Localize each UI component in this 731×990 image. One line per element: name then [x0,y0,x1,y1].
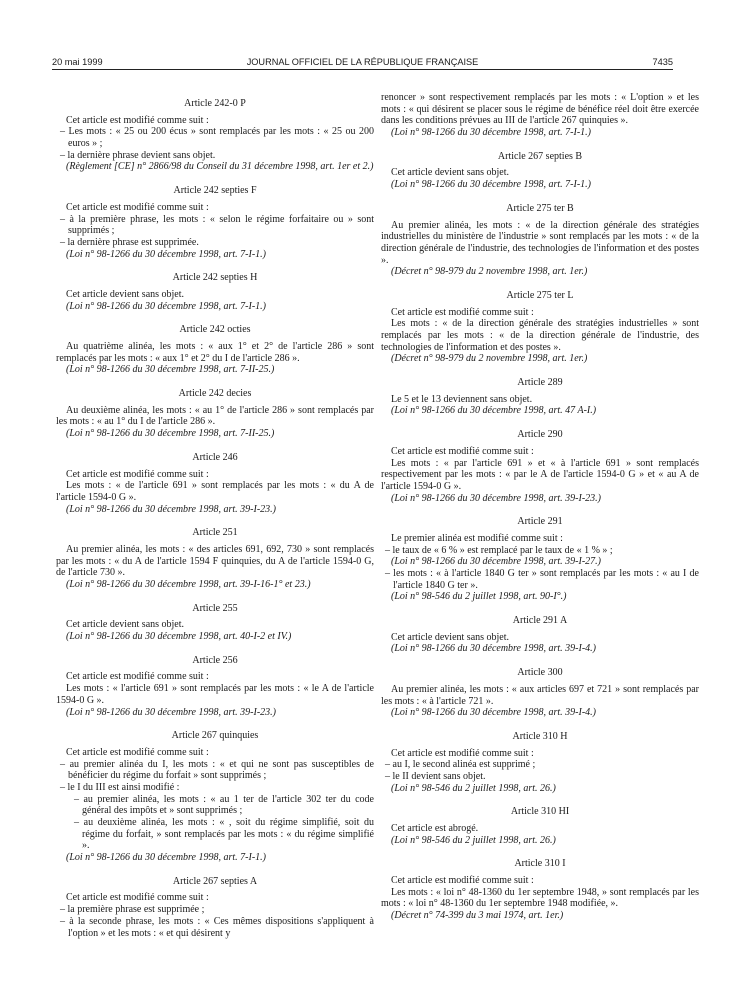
article [381,203,699,278]
article [56,603,374,643]
legal-reference: (Loi n° 98-1266 du 30 décembre 1998, art. 39-I-16-1° et 23.) [66,579,311,590]
right-column [381,92,699,922]
article-paragraph: Cet article est modifié comme suit : [66,746,209,758]
article-paragraph: Cet article est modifié comme suit : [66,468,209,480]
legal-reference: (Loi n° 98-1266 du 30 décembre 1998, art. 7-I-1.) [66,300,266,312]
article-paragraph: Cet article est abrogé. [391,823,479,834]
legal-reference: (Décret n° 98-979 du 2 novembre 1998, art. 1er.) [391,266,588,278]
article [381,516,699,603]
legal-reference: (Loi n° 98-1266 du 30 décembre 1998, art. 39-I-4.) [391,707,596,719]
article-title: Article 251 [192,527,238,539]
article [381,806,699,846]
article-paragraph: Au quatrième alinéa, les mots : « aux 1° et 2° de l'article 286 » sont remplacés par les mots : « aux 1° et 2° du I de l'article 286 ». [56,341,374,364]
article-title: Article 242 septies F [173,185,257,197]
article [56,185,374,260]
article-paragraph: Cet article est modifié comme suit : [391,747,534,759]
header-page-number: 7435 [652,57,673,67]
article-paragraph: Au premier alinéa, les mots : « des articles 691, 692, 730 » sont remplacés par les mots : « du A de l'article 1594 F quinquies, du A de l'article 1594-0 G, de l'article 730 ». [56,543,374,579]
article-list-item: – la première phrase est supprimée ; [60,904,205,916]
article-paragraph: Au premier alinéa, les mots : « aux articles 697 et 721 » sont remplacés par les mots : « à l'article 721 ». [381,683,699,707]
page-header [52,55,673,70]
article-paragraph: Cet article est modifié comme suit : [66,671,209,683]
legal-reference: (Loi n° 98-1266 du 30 décembre 1998, art. 39-I-4.) [391,643,596,655]
article [56,655,374,718]
article [381,731,699,794]
article [56,527,374,590]
article-list-item: – Les mots : « 25 ou 200 écus » sont remplacés par les mots : « 25 ou 200 euros » ; [60,126,374,150]
article-title: Article 310 H [512,730,568,742]
legal-reference: (Loi n° 98-546 du 2 juillet 1998, art. 26.) [391,782,556,794]
article-paragraph: Au premier alinéa, les mots : « de la direction générale des stratégies industrielles du ministère de l'industrie » sont remplacés par les mots : « de la direction générale de l'industrie, des technologies de l'information et des postes ». [381,219,699,266]
legal-reference: (Loi n° 98-1266 du 30 décembre 1998, art. 7-II-25.) [66,364,275,376]
article [56,730,374,864]
legal-reference: (Loi n° 98-1266 du 30 décembre 1998, art. 39-I-23.) [66,503,276,515]
article-title: Article 275 ter B [506,202,574,214]
legal-reference: (Loi n° 98-1266 du 30 décembre 1998, art. 39-I-23.) [66,706,276,718]
article-title: Article 242 octies [179,324,251,336]
article-list-item: – à la seconde phrase, les mots : « Ces mêmes dispositions s'appliquent à l'option » et les mots : « et qui désirent y [60,915,374,939]
header-date: 20 mai 1999 [52,57,103,67]
article-title: Article 242-0 P [184,98,246,109]
article-paragraph: Les mots : « par l'article 691 » et « à l'article 691 » sont remplacés respectivement par les mots : « par le A de l'article 1594-0 G » et « au A de l'article 1594-0 G ». [381,457,699,492]
article-list-item: – la dernière phrase est supprimée. [60,236,199,248]
legal-reference: (Loi n° 98-1266 du 30 décembre 1998, art. 7-I-1.) [66,852,266,864]
legal-reference: (Loi n° 98-1266 du 30 décembre 1998, art. 7-II-25.) [66,428,275,440]
article-title: Article 256 [192,654,238,666]
legal-reference: (Loi n° 98-1266 du 30 décembre 1998, art. 7-I-1.) [391,127,591,139]
article-title: Article 267 septies B [497,150,583,162]
article-list-item: – à la première phrase, les mots : « selon le régime forfaitaire ou » sont supprimés ; [60,213,374,237]
article-title: Article 290 [517,429,563,441]
legal-reference: (Loi n° 98-1266 du 30 décembre 1998, art. 39-I-23.) [391,492,601,504]
article-paragraph: Le premier alinéa est modifié comme suit : [391,532,563,544]
article-title: Article 275 ter L [506,289,574,301]
article-title: Article 246 [192,451,238,463]
article-list-item: – le I du III est ainsi modifié : [60,781,180,793]
article-sublist-item: – au deuxième alinéa, les mots : « , soit du régime simplifié, soit du régime du forfait, » sont remplacés par les mots : « du régime simplifié ». [74,817,374,852]
article-paragraph: renoncer » sont respectivement remplacés par les mots : « L'option » et les mots : « qui désirent se placer sous le régime de bénéfice réel doit être exercée dans les conditions prévues au III de l'article 267 quinquies ». [381,92,699,127]
article-paragraph: Cet article est modifié comme suit : [66,114,209,126]
article-paragraph: Les mots : « l'article 691 » sont remplacés par les mots : « le A de l'article 1594-0 G ». [56,683,374,706]
article [381,377,699,417]
article-list-item: – la dernière phrase devient sans objet. [60,149,216,161]
article-title: Article 242 decies [178,388,252,400]
article [381,92,699,139]
article-paragraph: Cet article est modifié comme suit : [66,201,209,213]
article-title: Article 310 I [514,858,566,870]
article [381,667,699,719]
legal-reference: (Décret n° 74-399 du 3 mai 1974, art. 1er.) [391,910,564,922]
article-paragraph: Au deuxième alinéa, les mots : « au 1° de l'article 286 » sont remplacés par les mots : « au 1° du I de l'article 286 ». [56,404,374,428]
legal-reference: (Loi n° 98-1266 du 30 décembre 1998, art. 39-I-27.) [391,556,601,568]
article-paragraph: Cet article devient sans objet. [391,631,510,643]
article-paragraph: Cet article est modifié comme suit : [66,892,209,904]
article-list-item: – le II devient sans objet. [385,770,486,782]
legal-reference: (Loi n° 98-1266 du 30 décembre 1998, art. 7-I-1.) [391,179,591,191]
article [381,151,699,191]
article-paragraph: Cet article est modifié comme suit : [391,445,534,457]
article-title: Article 291 A [512,615,568,627]
article-paragraph: Les mots : « de l'article 691 » sont remplacés par les mots : « du A de l'article 1594-0 G ». [56,480,374,503]
article-title: Article 267 septies A [172,875,258,887]
article [381,290,699,365]
article-list-item: – le taux de « 6 % » est remplacé par le taux de « 1 % » ; [385,544,613,556]
article-title: Article 300 [517,667,563,679]
article-title: Article 242 septies H [172,272,258,284]
article-sublist-item: – au premier alinéa, les mots : « au 1 ter de l'article 302 ter du code général des impôts et » sont supprimés ; [74,793,374,817]
article-paragraph: Le 5 et le 13 deviennent sans objet. [391,393,533,405]
article [56,272,374,312]
article-title: Article 310 HI [510,806,570,818]
article [56,388,374,440]
article-paragraph: Cet article est modifié comme suit : [391,875,534,887]
article-list-item: – les mots : « à l'article 1840 G ter » sont remplacés par les mots : « au I de l'article 1840 G ter ». [385,568,699,591]
left-column [56,98,374,939]
article [56,452,374,515]
article-title: Article 291 [517,516,563,528]
article-title: Article 267 quinquies [171,730,259,742]
article [381,858,699,921]
article-title: Article 289 [517,377,563,389]
article-paragraph: Les mots : « de la direction générale des stratégies industrielles » sont remplacés par les mots : « de la direction générale de l'industrie, des technologies de l'information et des postes ». [381,318,699,353]
legal-reference: (Décret n° 98-979 du 2 novembre 1998, art. 1er.) [391,353,588,365]
legal-reference: (Loi n° 98-1266 du 30 décembre 1998, art. 7-I-1.) [66,248,266,260]
article [56,876,374,939]
article-paragraph: Cet article devient sans objet. [66,288,185,300]
article-paragraph: Les mots : « loi n° 48-1360 du 1er septembre 1948, » sont remplacés par les mots : « loi n° 48-1360 du 1er septembre 1948 modifiée, ». [381,886,699,910]
article-list-item: – au premier alinéa du I, les mots : « et qui ne sont pas susceptibles de bénéficier du régime du forfait » sont supprimés ; [60,758,374,782]
article [56,98,374,173]
article-list-item: – au I, le second alinéa est supprimé ; [385,759,536,771]
legal-reference: (Loi n° 98-1266 du 30 décembre 1998, art. 40-I-2 et IV.) [66,631,292,643]
article [381,615,699,655]
article-paragraph: Cet article devient sans objet. [391,167,510,179]
article-paragraph: Cet article est modifié comme suit : [391,306,534,318]
legal-reference: (Loi n° 98-1266 du 30 décembre 1998, art. 47 A-I.) [391,405,597,417]
header-journal-title: JOURNAL OFFICIEL DE LA RÉPUBLIQUE FRANÇAISE [246,57,479,67]
article [381,429,699,504]
article-paragraph: Cet article devient sans objet. [66,619,185,631]
legal-reference: (Règlement [CE] n° 2866/98 du Conseil du 31 décembre 1998, art. 1er et 2.) [66,161,374,173]
article-title: Article 255 [192,602,238,614]
article [56,324,374,376]
legal-reference: (Loi n° 98-546 du 2 juillet 1998, art. 90-I°.) [391,591,567,603]
legal-reference: (Loi n° 98-546 du 2 juillet 1998, art. 26.) [391,834,556,846]
